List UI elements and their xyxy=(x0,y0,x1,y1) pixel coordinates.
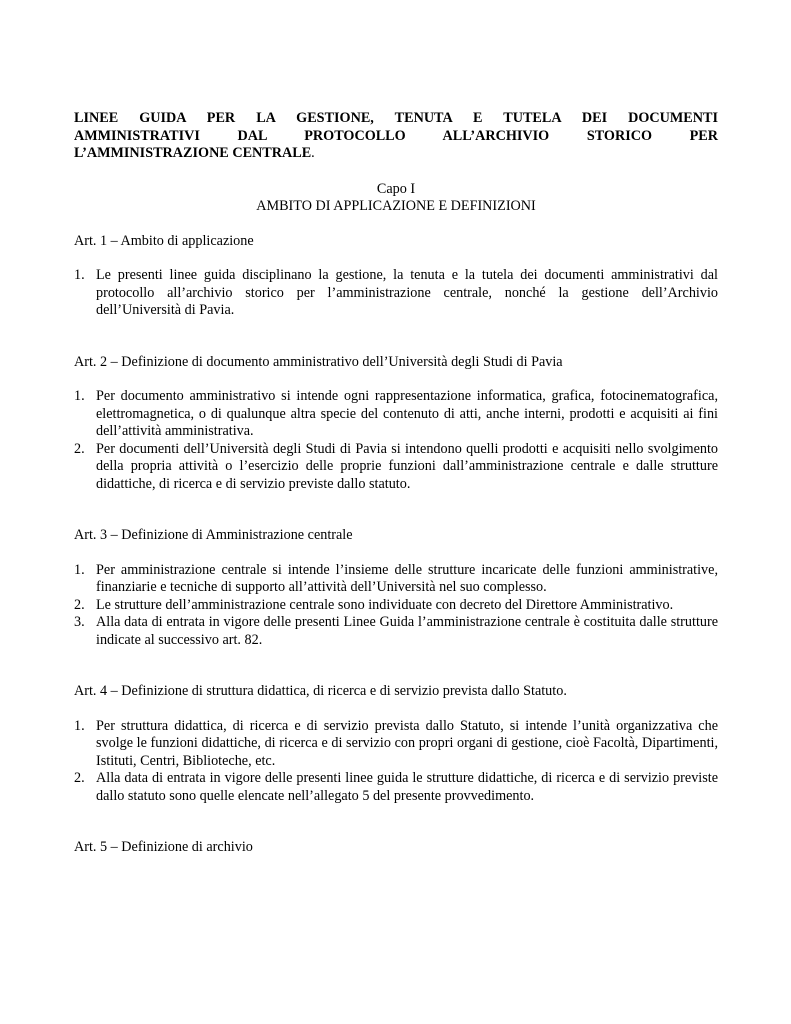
list-item xyxy=(74,614,718,649)
item-number: 1. xyxy=(74,717,85,734)
item-text: Per documenti dell’Università degli Studi di Pavia si intendono quelli prodotti e acquisiti nello svolgimento della propria attività o l’esercizio delle proprie funzioni dall’amministrazione centrale e dalle strutture didattiche, di ricerca e di servizio previste dallo statuto. xyxy=(96,440,718,492)
article-2-heading: Art. 2 – Definizione di documento amministrativo dell’Università degli Studi di Pavia xyxy=(74,353,563,370)
item-text: Per documento amministrativo si intende ogni rappresentazione informatica, grafica, fotocinematografica, elettromagnetica, o di qualunque altra specie del contenuto di atti, anche interni, prodotti e acquisiti ai fini dell’attività amministrativa. xyxy=(96,388,718,439)
item-number: 1. xyxy=(74,267,85,283)
item-text: Per struttura didattica, di ricerca e di servizio prevista dallo Statuto, si intende l’unità organizzativa che svolge le funzioni didattiche, di ricerca e di servizio con propri organi di gestione, cioè Facoltà, Dipartimenti, Istituti, Centri, Biblioteche, etc. xyxy=(96,717,718,769)
list-item xyxy=(74,388,718,441)
chapter-label: Capo I xyxy=(376,180,416,197)
item-text: Le strutture dell’amministrazione centrale sono individuate con decreto del Direttore Amministrativo. xyxy=(96,596,674,613)
document-title-line-3 xyxy=(74,145,718,163)
chapter-heading xyxy=(74,181,718,216)
list-item xyxy=(74,441,718,494)
chapter-subtitle: AMBITO DI APPLICAZIONE E DEFINIZIONI xyxy=(256,198,536,214)
article-5-heading: Art. 5 – Definizione di archivio xyxy=(74,839,253,855)
document-title-line-3-text: L’AMMINISTRAZIONE CENTRALE xyxy=(74,145,312,161)
document-title-line-1: LINEE GUIDA PER LA GESTIONE, TENUTA E TUTELA DEI DOCUMENTI xyxy=(74,110,718,126)
list-item xyxy=(74,770,718,805)
document-page xyxy=(74,110,718,857)
article-3-heading: Art. 3 – Definizione di Amministrazione centrale xyxy=(74,527,353,543)
document-title-period: . xyxy=(311,145,315,161)
item-text: Alla data di entrata in vigore delle presenti Linee Guida l’amministrazione centrale è costituita dalle strutture indicate al successivo art. 82. xyxy=(96,614,718,648)
list-item xyxy=(74,267,718,320)
list-item xyxy=(74,718,718,771)
document-title-line-2: AMMINISTRATIVI DAL PROTOCOLLO ALL’ARCHIVIO STORICO PER xyxy=(74,127,718,144)
list-item xyxy=(74,562,718,597)
item-text: Le presenti linee guida disciplinano la gestione, la tenuta e la tutela dei documenti amministrativi dal protocollo all’archivio storico per l’amministrazione centrale, nonché la gestione dell’Archivio dell’Università di Pavia. xyxy=(96,267,718,318)
item-number: 2. xyxy=(74,596,85,613)
item-number: 2. xyxy=(74,770,85,786)
article-3-list xyxy=(74,562,718,650)
article-1-list xyxy=(74,267,718,320)
item-number: 1. xyxy=(74,561,85,578)
article-2-list xyxy=(74,388,718,493)
article-4-heading: Art. 4 – Definizione di struttura didattica, di ricerca e di servizio prevista dallo Statuto. xyxy=(74,683,567,699)
item-number: 2. xyxy=(74,440,85,457)
article-4-list xyxy=(74,718,718,806)
item-number: 1. xyxy=(74,388,85,404)
item-text: Alla data di entrata in vigore delle presenti linee guida le strutture didattiche, di ricerca e di servizio previste dallo statuto sono quelle elencate nell’allegato 5 del presente provvedimento. xyxy=(96,770,718,804)
item-text: Per amministrazione centrale si intende l’insieme delle strutture incaricate delle funzioni amministrative, finanziarie e tecniche di supporto all’attività dell’Università nel suo complesso. xyxy=(96,561,718,595)
article-1-heading: Art. 1 – Ambito di applicazione xyxy=(74,232,254,249)
item-number: 3. xyxy=(74,614,85,630)
list-item xyxy=(74,597,718,615)
